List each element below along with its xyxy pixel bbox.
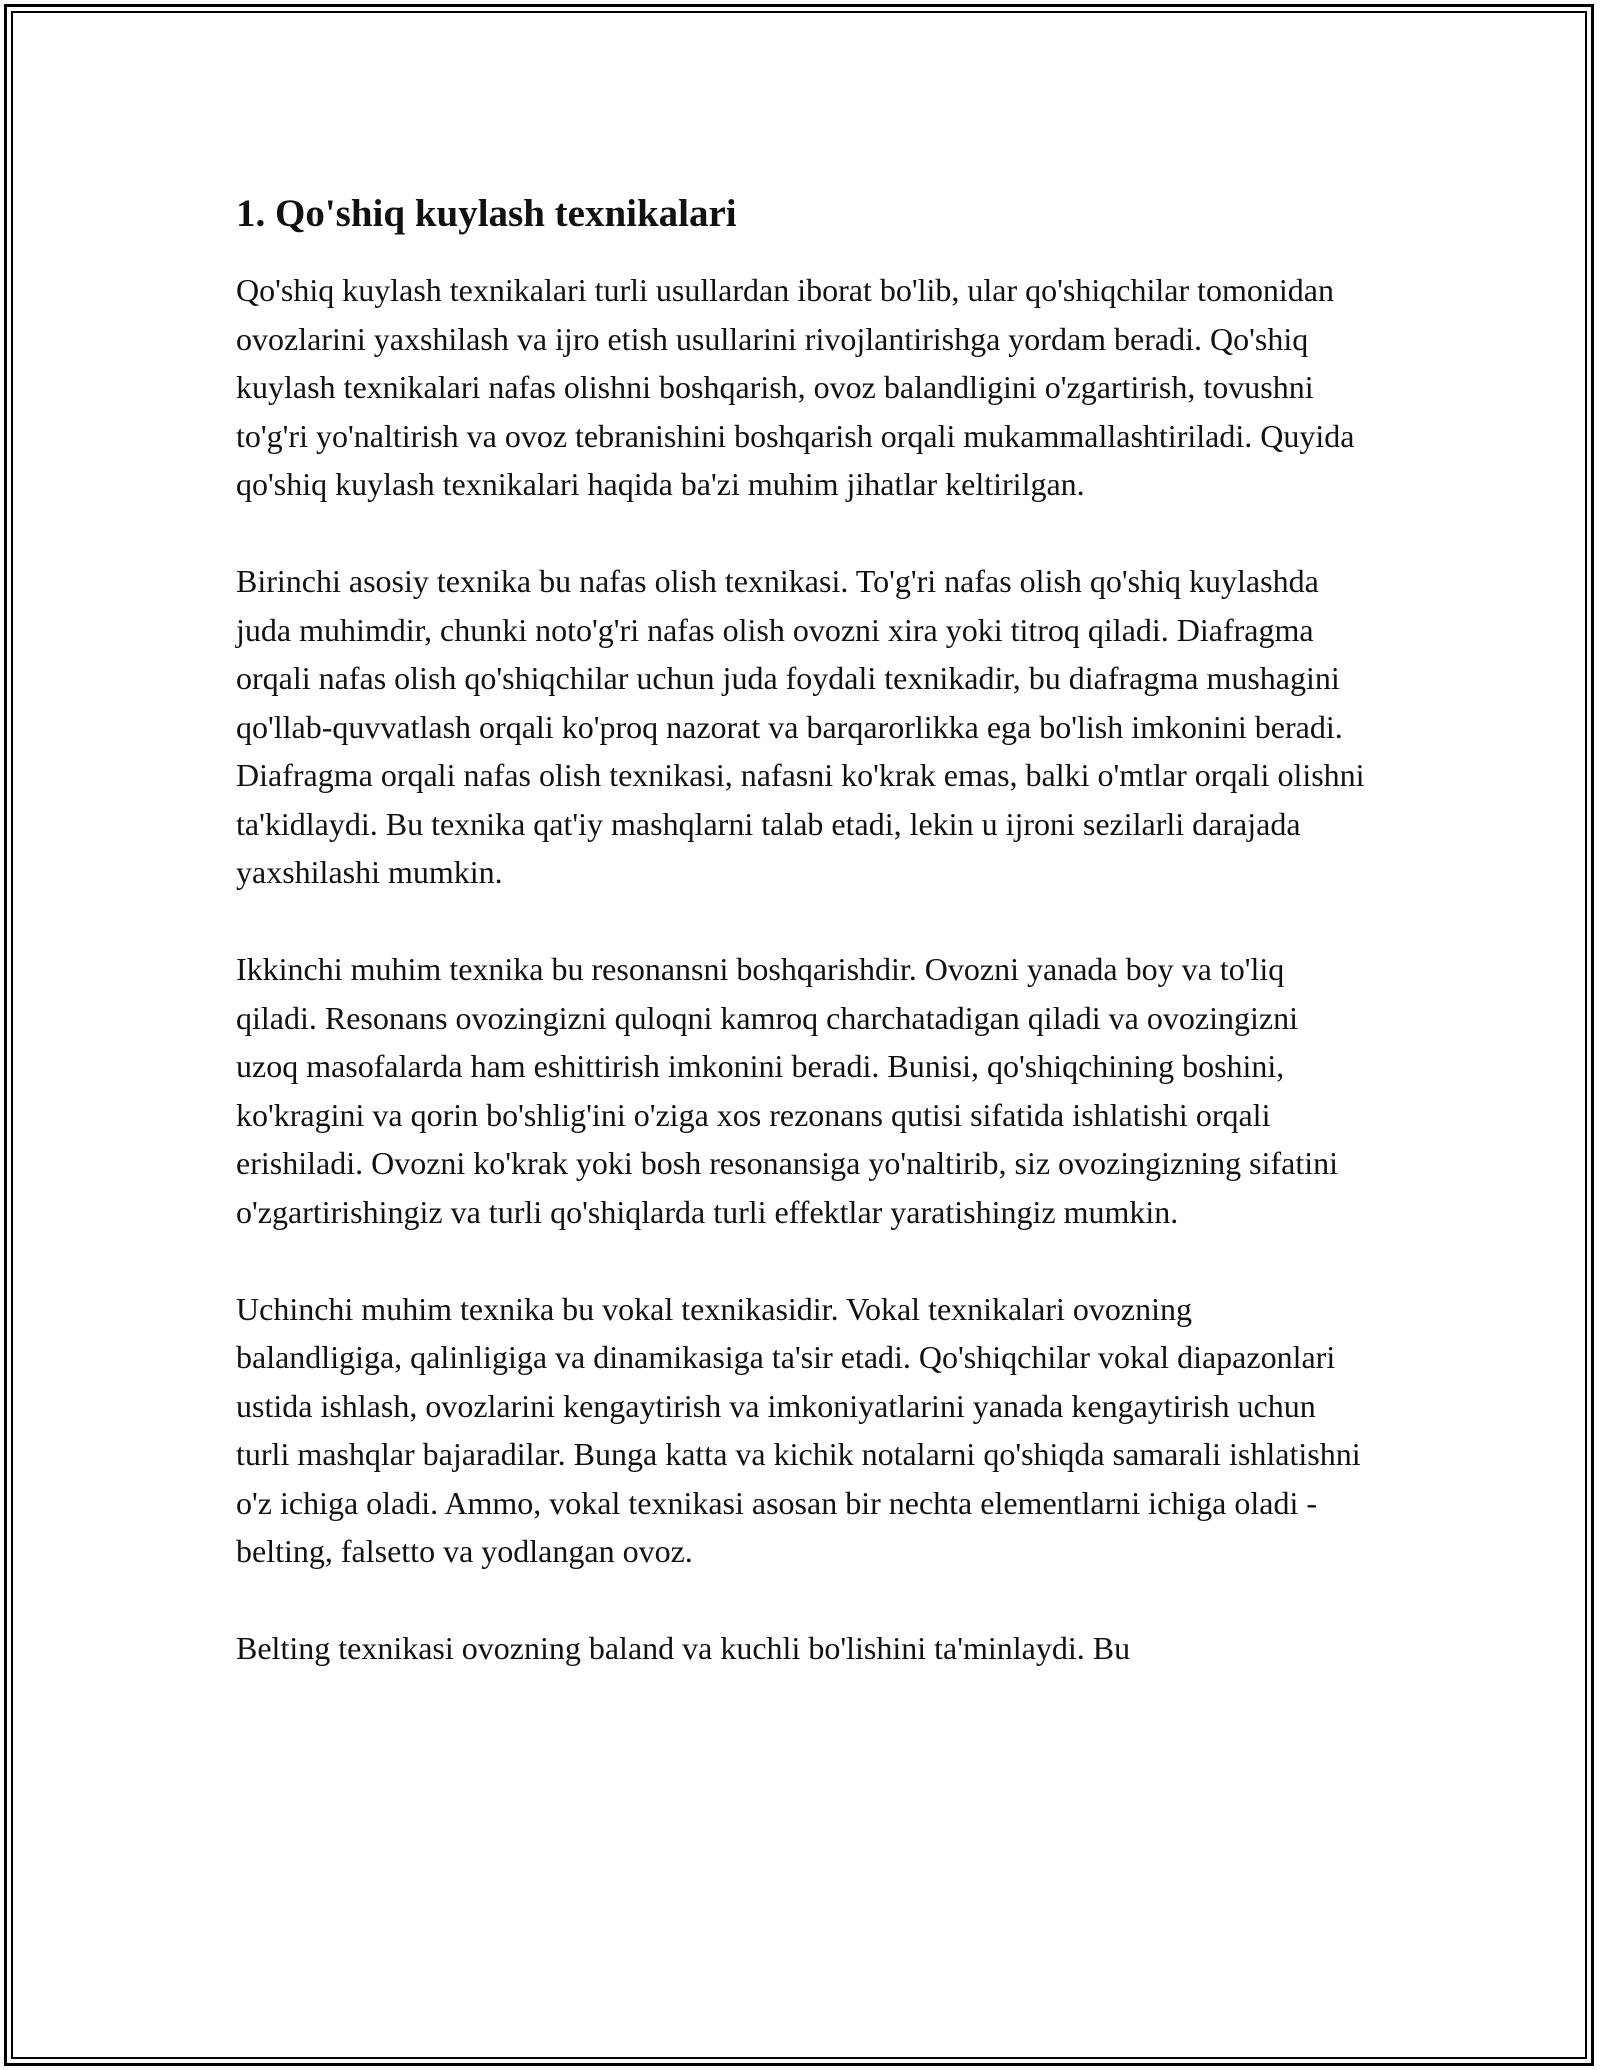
paragraph-belting: Belting texnikasi ovozning baland va kuchli bo'lishini ta'minlaydi. Bu	[236, 1630, 1131, 1666]
paragraph-intro: Qo'shiq kuylash texnikalari turli usullardan iborat bo'lib, ular qo'shiqchilar tomonidan ovozlarini yaxshilash va ijro etish usullarini rivojlantirishga yordam beradi. Qo'shiq kuylash texnikalari nafas olishni boshqarish, ovoz balandligini o'zgartirish, tovushni to'g'ri yo'naltirish va ovoz tebranishini boshqarish orqali mukammallashtiriladi. Quyida qo'shiq kuylash texnikalari haqida ba'zi muhim jihatlar keltirilgan.	[236, 272, 1355, 502]
section-heading: 1. Qo'shiq kuylash texnikalari	[236, 192, 737, 235]
paragraph-breathing-technique: Birinchi asosiy texnika bu nafas olish texnikasi. To'g'ri nafas olish qo'shiq kuylashda juda muhimdir, chunki noto'g'ri nafas olish ovozni xira yoki titroq qiladi. Diafragma orqali nafas olish qo'shiqchilar uchun juda foydali texnikadir, bu diafragma mushagini qo'llab-quvvatlash orqali ko'proq nazorat va barqarorlikka ega bo'lish imkonini beradi. Diafragma orqali nafas olish texnikasi, nafasni ko'krak emas, balki o'mtlar orqali olishni ta'kidlaydi. Bu texnika qat'iy mashqlarni talab etadi, lekin u ijroni sezilarli darajada yaxshilashi mumkin.	[236, 563, 1365, 890]
paragraph-vocal-technique: Uchinchi muhim texnika bu vokal texnikasidir. Vokal texnikalari ovozning balandligiga, qalinligiga va dinamikasiga ta'sir etadi. Qo'shiqchilar vokal diapazonlari ustida ishlash, ovozlarini kengaytirish va imkoniyatlarini yanada kengaytirish uchun turli mashqlar bajaradilar. Bunga katta va kichik notalarni qo'shiqda samarali ishlatishni o'z ichiga oladi. Ammo, vokal texnikasi asosan bir nechta elementlarni ichiga oladi - belting, falsetto va yodlangan ovoz.	[236, 1290, 1361, 1569]
paragraph-resonance: Ikkinchi muhim texnika bu resonansni boshqarishdir. Ovozni yanada boy va to'liq qiladi. Resonans ovozingizni quloqni kamroq charchatadigan qiladi va ovozingizni uzoq masofalarda ham eshittirish imkonini beradi. Bunisi, qo'shiqchining boshini, ko'kragini va qorin bo'shlig'ini o'ziga xos rezonans qutisi sifatida ishlatishi orqali erishiladi. Ovozni ko'krak yoki bosh resonansiga yo'naltirib, siz ovozingizning sifatini o'zgartirishingiz va turli qo'shiqlarda turli effektlar yaratishingiz mumkin.	[236, 951, 1338, 1230]
document-body	[236, 186, 1366, 1673]
